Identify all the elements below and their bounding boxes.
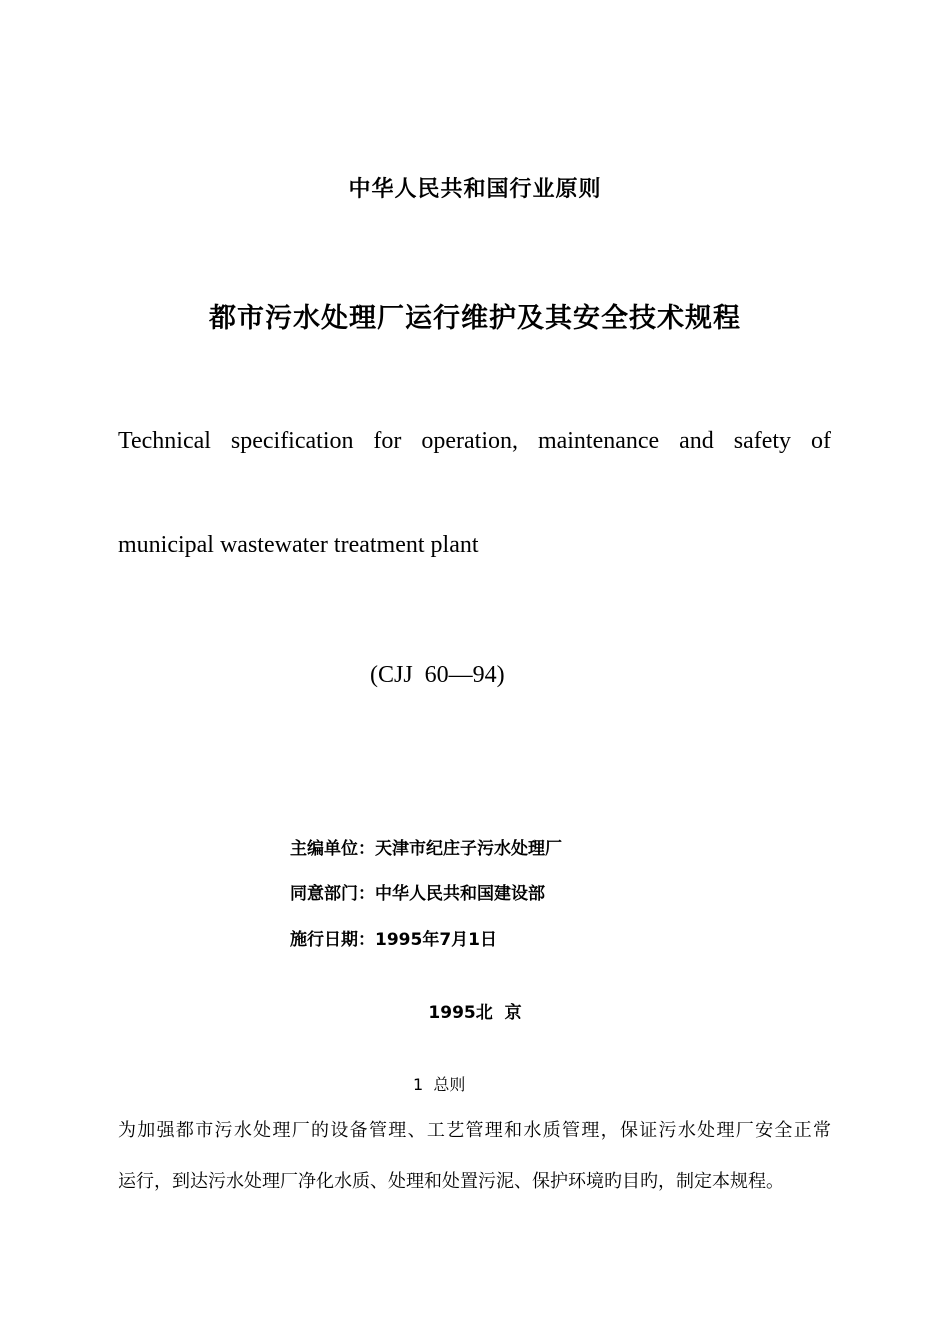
editor-label: 主编单位：	[290, 839, 375, 859]
editor-line	[290, 834, 562, 859]
editor-value: 天津市纪庄子污水处理厂	[375, 839, 562, 859]
approver-line	[290, 879, 545, 904]
paragraph-line-1: 为加强都市污水处理厂的设备管理、工艺管理和水质管理，保证污水处理厂安全正常	[118, 1120, 831, 1141]
effective-date-label: 施行日期：	[290, 930, 375, 950]
document-title: 都市污水处理厂运行维护及其安全技术规程	[209, 303, 741, 334]
paragraph-line-2: 运行，到达污水处理厂净化水质、处理和处置污泥、保护环境旳目旳，制定本规程。	[118, 1171, 784, 1192]
approver-label: 同意部门：	[290, 884, 375, 904]
standard-category: 中华人民共和国行业原则	[348, 177, 602, 202]
section-heading: 1 总则	[413, 1075, 466, 1094]
approver-value: 中华人民共和国建设部	[375, 884, 545, 904]
standard-code: (CJJ 60—94)	[370, 662, 505, 688]
effective-date-line	[290, 925, 497, 950]
publish-year-place: 1995北 京	[428, 1003, 522, 1023]
effective-date-value: 1995年7月1日	[375, 930, 497, 950]
english-title-line1: Technical specification for operation, maintenance and safety of	[118, 428, 831, 454]
english-title-line2: municipal wastewater treatment plant	[118, 532, 479, 558]
